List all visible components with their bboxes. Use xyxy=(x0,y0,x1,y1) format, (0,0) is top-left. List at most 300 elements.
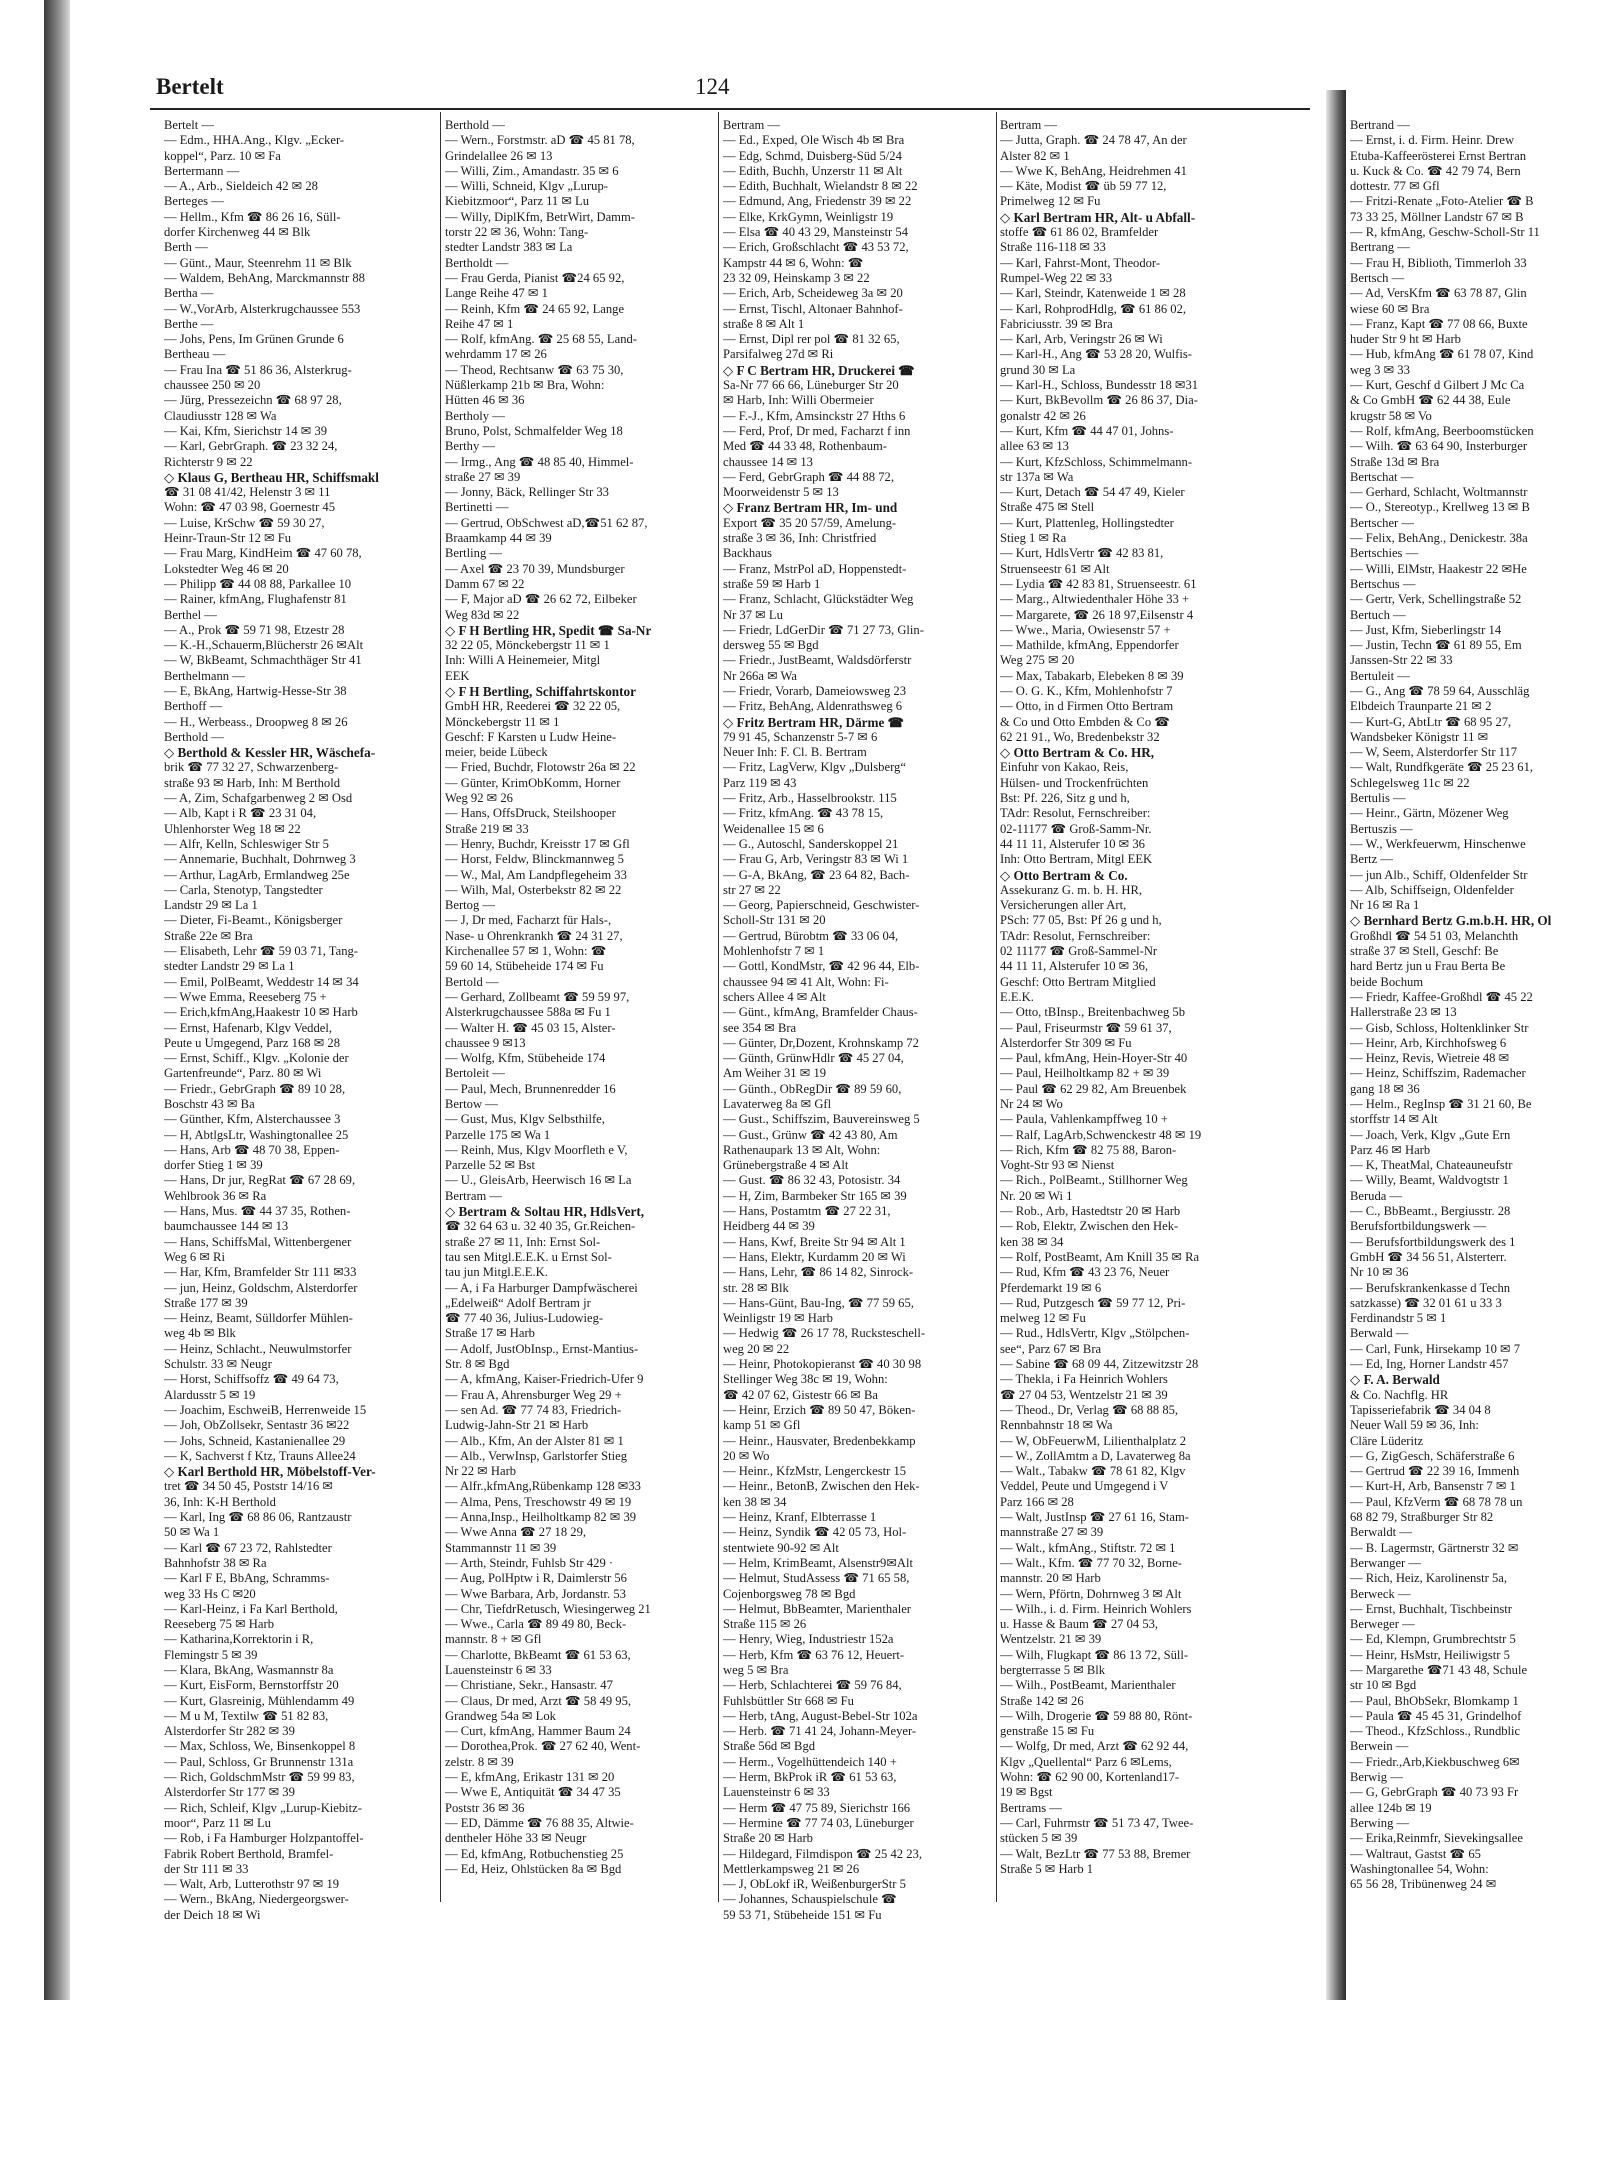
directory-line: 62 21 91., Wo, Bredenbekstr 32 xyxy=(1000,729,1160,744)
directory-line: — A., Arb., Sieldeich 42 ✉ 28 xyxy=(164,179,318,194)
directory-line: — Willi, ElMstr, Haakestr 22 ✉He xyxy=(1350,561,1527,576)
directory-line: — W, BkBeamt, Schmachthäger Str 41 xyxy=(164,653,362,668)
directory-line: wehrdamm 17 ✉ 26 xyxy=(445,347,547,362)
directory-line: — Kurt, KfzSchloss, Schimmelmann- xyxy=(1000,454,1193,469)
directory-line: der Deich 18 ✉ Wi xyxy=(164,1907,261,1922)
directory-line: — Wwe Emma, Reeseberg 75 + xyxy=(164,989,327,1004)
directory-line: see“, Parz 67 ✉ Bra xyxy=(1000,1341,1102,1356)
directory-line: Bertog — xyxy=(445,898,496,913)
directory-line: — Kurt, EisForm, Bernstorffstr 20 xyxy=(164,1678,339,1693)
directory-line: — Franz, Schlacht, Glückstädter Weg xyxy=(723,592,914,607)
directory-line: — Rob, Elektr, Zwischen den Hek- xyxy=(1000,1219,1179,1234)
directory-line: — Wolfg, Dr med, Arzt ☎ 62 92 44, xyxy=(1000,1739,1189,1754)
directory-line: stedter Landstr 383 ✉ La xyxy=(445,240,573,255)
directory-line: — Herm., Vogelhüttendeich 140 + xyxy=(723,1754,897,1769)
directory-line: — Alb, Kapt i R ☎ 23 31 04, xyxy=(164,806,317,821)
directory-line: — Philipp ☎ 44 08 88, Parkallee 10 xyxy=(164,576,352,591)
directory-line: Weidenallee 15 ✉ 6 xyxy=(723,821,824,836)
directory-line: — Rolf, PostBeamt, Am Knill 35 ✉ Ra xyxy=(1000,1249,1200,1264)
directory-line: — Gust. ☎ 86 32 43, Potosistr. 34 xyxy=(723,1173,901,1188)
directory-line: — W., ZollAmtm a D, Lavaterweg 8a xyxy=(1000,1448,1191,1463)
directory-line: — A, i Fa Harburger Dampfwäscherei xyxy=(445,1280,638,1295)
directory-line: — Karl, RohprodHdlg, ☎ 61 86 02, xyxy=(1000,301,1187,316)
directory-line: 32 22 05, Mönckebergstr 11 ✉ 1 xyxy=(445,638,610,653)
directory-line: Ferdinandstr 5 ✉ 1 xyxy=(1350,1311,1447,1326)
directory-line: ☎ 32 64 63 u. 32 40 35, Gr.Reichen- xyxy=(445,1219,636,1234)
directory-line: — Walt., kfmAng., Stiftstr. 72 ✉ 1 xyxy=(1000,1540,1176,1555)
directory-line: — Paula ☎ 45 45 31, Grindelhof xyxy=(1350,1708,1522,1723)
directory-line: — Heinr., Hausvater, Bredenbekkamp xyxy=(723,1433,916,1448)
directory-line: — Klara, BkAng, Wasmannstr 8a xyxy=(164,1662,334,1677)
directory-line: — Gerhard, Zollbeamt ☎ 59 59 97, xyxy=(445,989,630,1004)
directory-line: ☎ 42 07 62, Gistestr 66 ✉ Ba xyxy=(723,1387,878,1402)
directory-line: — Gottl, KondMstr, ☎ 42 96 44, Elb- xyxy=(723,959,920,974)
directory-line: ☎ 77 40 36, Julius-Ludowieg- xyxy=(445,1311,604,1326)
directory-line: Straße 142 ✉ 26 xyxy=(1000,1693,1084,1708)
directory-line: Wentzelstr. 21 ✉ 39 xyxy=(1000,1632,1102,1647)
directory-line: — Kurt, Detach ☎ 54 47 49, Kieler xyxy=(1000,485,1185,500)
directory-line: allee 63 ✉ 13 xyxy=(1000,439,1069,454)
directory-line: — C., BbBeamt., Bergiusstr. 28 xyxy=(1350,1204,1511,1219)
directory-line: — Heinr, Photokopieranst ☎ 40 30 98 xyxy=(723,1357,922,1372)
directory-line: — Jutta, Graph. ☎ 24 78 47, An der xyxy=(1000,133,1187,148)
directory-line: — Alfr, Kelln, Schleswiger Str 5 xyxy=(164,836,329,851)
directory-line: — Wern, Pförtn, Dohrnweg 3 ✉ Alt xyxy=(1000,1586,1182,1601)
directory-line: Bertram — xyxy=(1000,118,1058,132)
directory-line: — Har, Kfm, Bramfelder Str 111 ✉33 xyxy=(164,1265,357,1280)
directory-line: — Herm, BkProk iR ☎ 61 53 63, xyxy=(723,1770,897,1785)
directory-line: Med ☎ 44 33 48, Rothenbaum- xyxy=(723,439,887,454)
directory-line: — Paul, Friseurmstr ☎ 59 61 37, xyxy=(1000,1020,1172,1035)
directory-line: — Rich, GoldschmMstr ☎ 59 99 83, xyxy=(164,1770,355,1785)
directory-line: — Carla, Stenotyp, Tangstedter xyxy=(164,882,323,897)
directory-line: Bertrams — xyxy=(1000,1800,1062,1815)
directory-line: — Paul, Mech, Brunnenredder 16 xyxy=(445,1081,616,1096)
directory-line: — Theod., KfzSchloss., Rundblic xyxy=(1350,1724,1521,1739)
directory-line: ◇ Klaus G, Bertheau HR, Schiffsmakl xyxy=(164,469,379,485)
directory-line: str 137a ✉ Wa xyxy=(1000,469,1074,484)
directory-line: ken 38 ✉ 34 xyxy=(1000,1234,1064,1249)
directory-line: — Friedr.,Arb,Kiekbuschweg 6✉ xyxy=(1350,1754,1520,1769)
directory-line: Weg 83d ✉ 22 xyxy=(445,607,520,622)
directory-line: — Herm ☎ 47 75 89, Sierichstr 166 xyxy=(723,1800,911,1815)
directory-line: — F.-J., Kfm, Amsinckstr 27 Hths 6 xyxy=(723,408,906,423)
directory-line: Str. 8 ✉ Bgd xyxy=(445,1357,510,1372)
directory-line: — Herb, tAng, August-Bebel-Str 102a xyxy=(723,1708,918,1723)
directory-line: — W, Seem, Alsterdorfer Str 117 xyxy=(1350,745,1518,760)
directory-line: Bertrang — xyxy=(1350,240,1410,255)
directory-line: — Walt, JustInsp ☎ 27 61 16, Stam- xyxy=(1000,1510,1190,1525)
directory-line: Stammannstr 11 ✉ 39 xyxy=(445,1540,557,1555)
directory-column-5-partial xyxy=(1350,118,1600,1892)
directory-line: — Walt, Rundfkgeräte ☎ 25 23 61, xyxy=(1350,760,1534,775)
directory-line: — Paul, BhObSekr, Blomkamp 1 xyxy=(1350,1693,1519,1708)
directory-line: — Just, Kfm, Sieberlingstr 14 xyxy=(1350,622,1502,637)
directory-line: ◇ Otto Bertram & Co. HR, xyxy=(1000,745,1155,761)
directory-line: — Elsa ☎ 40 43 29, Mansteinstr 54 xyxy=(723,225,908,240)
directory-line: — Karl, Ing ☎ 68 86 06, Rantzaustr xyxy=(164,1510,352,1525)
directory-line: u. Kuck & Co. ☎ 42 79 74, Bern xyxy=(1350,163,1521,178)
directory-line: — Theod, Rechtsanw ☎ 63 75 30, xyxy=(445,362,624,377)
directory-line: 36, Inh: K-H Berthold xyxy=(164,1494,276,1509)
directory-line: Wohn: ☎ 62 90 00, Kortenland17- xyxy=(1000,1770,1180,1785)
directory-line: — Otto, in d Firmen Otto Bertram xyxy=(1000,699,1174,714)
directory-line: — Ed, Klempn, Grumbrechtstr 5 xyxy=(1350,1632,1516,1647)
directory-line: Geschf: F Karsten u Ludw Heine- xyxy=(445,729,617,744)
directory-line: moor“, Parz 11 ✉ Lu xyxy=(164,1815,271,1830)
directory-line: — Ed, Ing, Horner Landstr 457 xyxy=(1350,1357,1509,1372)
directory-line: Parsifalweg 27d ✉ Ri xyxy=(723,347,834,362)
directory-line: Boschstr 43 ✉ Ba xyxy=(164,1097,255,1111)
directory-line: — Heinr., KfzMstr, Lengerckestr 15 xyxy=(723,1464,907,1479)
directory-line: — Rolf, kfmAng, Beerboomstücken xyxy=(1350,423,1534,438)
page-number: 124 xyxy=(695,74,730,99)
directory-line: — Heinr., Gärtn, Mözener Weg xyxy=(1350,806,1509,821)
directory-line: Parz 166 ✉ 28 xyxy=(1000,1494,1074,1509)
directory-line: — Heinz, Revis, Wietreie 48 ✉ xyxy=(1350,1051,1510,1066)
directory-line: — Frau Marg, KindHeim ☎ 47 60 78, xyxy=(164,546,362,561)
directory-line: Berwanger — xyxy=(1350,1555,1421,1570)
directory-line: tau jun Mitgl.E.E.K. xyxy=(445,1265,548,1280)
directory-line: melweg 12 ✉ Fu xyxy=(1000,1311,1086,1326)
directory-line: grund 30 ✉ La xyxy=(1000,362,1076,377)
directory-line: schers Allee 4 ✉ Alt xyxy=(723,989,826,1004)
directory-line: beide Bochum xyxy=(1350,974,1424,989)
directory-line: Berthold — xyxy=(164,729,224,744)
directory-line: ◇ Bernhard Bertz G.m.b.H. HR, Ol xyxy=(1350,913,1552,929)
directory-line: — Joh, ObZollsekr, Sentastr 36 ✉22 xyxy=(164,1418,350,1433)
directory-line: Uhlenhorster Weg 18 ✉ 22 xyxy=(164,821,301,836)
directory-line: Weg 92 ✉ 26 xyxy=(445,791,513,806)
page-gutter-shadow xyxy=(1326,90,1346,2000)
directory-line: — K, TheatMal, Chateauneufstr xyxy=(1350,1158,1513,1173)
directory-line: ◇ Fritz Bertram HR, Därme ☎ xyxy=(723,714,905,730)
directory-line: gonalstr 42 ✉ 26 xyxy=(1000,408,1086,423)
directory-line: — Karl, Arb, Veringstr 26 ✉ Wi xyxy=(1000,332,1163,347)
directory-line: — Axel ☎ 23 70 39, Mundsburger xyxy=(445,561,625,576)
directory-line: Stieg 1 ✉ Ra xyxy=(1000,531,1067,546)
directory-line: — Rich, Kfm ☎ 82 75 88, Baron- xyxy=(1000,1142,1177,1157)
directory-line: — Katharina,Korrektorin i R, xyxy=(164,1632,314,1647)
directory-line: — Mathilde, kfmAng, Eppendorfer xyxy=(1000,638,1179,653)
directory-line: — Rich, Heiz, Karolinenstr 5a, xyxy=(1350,1571,1508,1586)
directory-line: Bertram — xyxy=(445,1188,503,1203)
directory-line: 59 60 14, Stübeheide 174 ✉ Fu xyxy=(445,959,604,974)
directory-line: — Lydia ☎ 42 83 81, Struenseestr. 61 xyxy=(1000,576,1197,591)
directory-line: — Marg., Altwiedenthaler Höhe 33 + xyxy=(1000,592,1190,607)
directory-line: — Henry, Buchdr, Kreisstr 17 ✉ Gfl xyxy=(445,836,630,851)
directory-line: — J, Dr med, Facharzt für Hals-, xyxy=(445,913,612,928)
directory-line: — Wilh, Drogerie ☎ 59 88 80, Rönt- xyxy=(1000,1708,1193,1723)
directory-line: 59 53 71, Stübeheide 151 ✉ Fu xyxy=(723,1907,882,1922)
directory-line: — Gertrud ☎ 22 39 16, Immenh xyxy=(1350,1464,1520,1479)
directory-line: ◇ Karl Berthold HR, Möbelstoff-Ver- xyxy=(164,1464,376,1480)
directory-line: Berthoff — xyxy=(164,699,223,714)
directory-line: — Ernst, i. d. Firm. Heinr. Drew xyxy=(1350,133,1515,148)
directory-line: — Erich,kfmAng,Haakestr 10 ✉ Harb xyxy=(164,1005,358,1020)
directory-line: Sa-Nr 77 66 66, Lüneburger Str 20 xyxy=(723,378,899,393)
directory-line: — Karl F E, BbAng, Schramms- xyxy=(164,1571,330,1586)
directory-line: — Alfr.,kfmAng,Rübenkamp 128 ✉33 xyxy=(445,1479,641,1494)
directory-line: — Hedwig ☎ 26 17 78, Rucksteschell- xyxy=(723,1326,926,1341)
directory-line: — Wwe Barbara, Arb, Jordanstr. 53 xyxy=(445,1586,626,1601)
directory-line: straße 59 ✉ Harb 1 xyxy=(723,576,821,591)
directory-line: Inh: Otto Bertram, Mitgl EEK xyxy=(1000,852,1153,867)
directory-line: — Kurt-G, AbtLtr ☎ 68 95 27, xyxy=(1350,714,1512,729)
directory-line: straße 27 ✉ 11, Inh: Ernst Sol- xyxy=(445,1234,601,1249)
directory-line: chaussee 250 ✉ 20 xyxy=(164,378,261,393)
directory-line: — Rob, i Fa Hamburger Holzpantoffel- xyxy=(164,1831,364,1846)
directory-line: wiese 60 ✉ Bra xyxy=(1350,301,1430,316)
directory-line: stoffe ☎ 61 86 02, Bramfelder xyxy=(1000,225,1159,240)
directory-line: 73 33 25, Möllner Landstr 67 ✉ B xyxy=(1350,209,1524,224)
directory-line: — Rud., HdlsVertr, Klgv „Stölpchen- xyxy=(1000,1326,1190,1341)
directory-line: EEK xyxy=(445,668,470,683)
directory-line: — Curt, kfmAng, Hammer Baum 24 xyxy=(445,1724,631,1739)
directory-line: — Frau H, Biblioth, Timmerloh 33 xyxy=(1350,255,1527,270)
directory-line: „Edelweiß“ Adolf Bertram jr xyxy=(445,1295,591,1310)
directory-line: — Hermine ☎ 77 74 03, Lüneburger xyxy=(723,1815,914,1830)
directory-line: Mönckebergstr 11 ✉ 1 xyxy=(445,714,560,729)
directory-line: — Felix, BehAng., Denickestr. 38a xyxy=(1350,531,1528,546)
directory-line: Straße 20 ✉ Harb xyxy=(723,1831,813,1846)
directory-line: — Friedr, Kaffee-Großhdl ☎ 45 22 xyxy=(1350,989,1533,1004)
directory-line: straße 3 ✉ 36, Inh: Christfried xyxy=(723,531,877,546)
directory-line: Bst: Pf. 226, Sitz g und h, xyxy=(1000,791,1130,806)
directory-line: Weg 275 ✉ 20 xyxy=(1000,653,1075,668)
directory-line: genstraße 15 ✉ Fu xyxy=(1000,1724,1095,1739)
directory-line: Bertold — xyxy=(445,974,499,989)
directory-line: Lauensteinstr 6 ✉ 33 xyxy=(723,1785,830,1800)
directory-line: Moorweidenstr 5 ✉ 13 xyxy=(723,485,839,500)
directory-line: Straße 5 ✉ Harb 1 xyxy=(1000,1861,1094,1876)
directory-line: 23 32 09, Heinskamp 3 ✉ 22 xyxy=(723,270,870,285)
directory-line: Nr 10 ✉ 36 xyxy=(1350,1265,1409,1280)
directory-line: — Ernst, Tischl, Altonaer Bahnhof- xyxy=(723,301,903,316)
directory-line: — Wilh., i. d. Firm. Heinrich Wohlers xyxy=(1000,1601,1192,1616)
directory-line: — Edm., HHA.Ang., Klgv. „Ecker- xyxy=(164,133,345,148)
directory-line: — G-A, BkAng, ☎ 23 64 82, Bach- xyxy=(723,867,910,882)
directory-line: Braamkamp 44 ✉ 39 xyxy=(445,531,552,546)
directory-line: Straße 219 ✉ 33 xyxy=(445,821,529,836)
directory-line: Lokstedter Weg 46 ✉ 20 xyxy=(164,561,289,576)
directory-line: Lavaterweg 8a ✉ Gfl xyxy=(723,1097,832,1111)
directory-line: — Rainer, kfmAng, Flughafenstr 81 xyxy=(164,592,347,607)
directory-line: — F, Major aD ☎ 26 62 72, Eilbeker xyxy=(445,592,637,607)
directory-line: Backhaus xyxy=(723,546,772,561)
directory-line: — Hans, SchiffsMal, Wittenbergener xyxy=(164,1234,352,1249)
directory-line: — Wwe E, Antiquität ☎ 34 47 35 xyxy=(445,1785,621,1800)
directory-line: tau sen Mitgl.E.E.K. u Ernst Sol- xyxy=(445,1249,612,1264)
directory-line: — Helmut, BbBeamter, Marienthaler xyxy=(723,1601,911,1616)
directory-line: TAdr: Resolut, Fernschreiber: xyxy=(1000,928,1151,943)
directory-line: — Reinh, Kfm ☎ 24 65 92, Lange xyxy=(445,301,625,316)
directory-line: — Willi, Schneid, Klgv „Lurup- xyxy=(445,179,608,194)
directory-line: 19 ✉ Bgst xyxy=(1000,1785,1053,1800)
directory-line: — Wern., Forstmstr. aD ☎ 45 81 78, xyxy=(445,133,635,148)
directory-line: — Berufskrankenkasse d Techn xyxy=(1350,1280,1511,1295)
directory-line: Berthelmann — xyxy=(164,668,245,683)
directory-line: Bertha — xyxy=(164,286,214,301)
directory-line: Straße 17 ✉ Harb xyxy=(445,1326,535,1341)
directory-line: Veddel, Peute und Umgegend i V xyxy=(1000,1479,1169,1494)
directory-line: — Fried, Buchdr, Flotowstr 26a ✉ 22 xyxy=(445,760,636,775)
directory-line: ◇ Berthold & Kessler HR, Wäschefa- xyxy=(164,745,376,761)
directory-line: — Willy, Beamt, Waldvogtstr 1 xyxy=(1350,1173,1509,1188)
directory-line: Heidberg 44 ✉ 39 xyxy=(723,1219,815,1234)
directory-line: Bahnhofstr 38 ✉ Ra xyxy=(164,1555,267,1570)
directory-line: — Helm., RegInsp ☎ 31 21 60, Be xyxy=(1350,1097,1532,1111)
directory-line: Neuer Inh: F. Cl. B. Bertram xyxy=(723,745,867,760)
directory-line: Hülsen- und Trockenfrüchten xyxy=(1000,775,1149,790)
directory-line: Reeseberg 75 ✉ Harb xyxy=(164,1617,274,1632)
directory-line: Nr 22 ✉ Harb xyxy=(445,1464,517,1479)
directory-line: — Sabine ☎ 68 09 44, Zitzewitzstr 28 xyxy=(1000,1357,1199,1372)
directory-line: — K, Sachverst f Ktz, Trauns Allee24 xyxy=(164,1448,356,1463)
directory-line: Bertelt — xyxy=(164,118,215,132)
directory-line: Wohn: ☎ 47 03 98, Goernestr 45 xyxy=(164,500,336,515)
directory-line: huder Str 9 ht ✉ Harb xyxy=(1350,332,1461,347)
directory-line: — A, Zim, Schafgarbenweg 2 ✉ Osd xyxy=(164,791,353,806)
directory-line: Alsterkrugchaussee 588a ✉ Fu 1 xyxy=(445,1005,611,1020)
directory-line: & Co und Otto Embden & Co ☎ xyxy=(1000,714,1170,729)
directory-line: Pferdemarkt 19 ✉ 6 xyxy=(1000,1280,1102,1295)
directory-line: Berwein — xyxy=(1350,1739,1409,1754)
directory-line: Nüßlerkamp 21b ✉ Bra, Wohn: xyxy=(445,378,605,393)
directory-line: Hütten 46 ✉ 36 xyxy=(445,393,525,408)
directory-line: Parzelle 52 ✉ Bst xyxy=(445,1158,535,1173)
directory-line: — Chr, TiefdrRetusch, Wiesingerweg 21 xyxy=(445,1601,651,1616)
directory-line: — G., Ang ☎ 78 59 64, Ausschläg xyxy=(1350,683,1530,698)
directory-line: — Herb, Schlachterei ☎ 59 76 84, xyxy=(723,1678,902,1693)
directory-line: — Ernst, Buchhalt, Tischbeinstr xyxy=(1350,1601,1512,1616)
directory-line: — Reinh, Mus, Klgv Moorfleth e V, xyxy=(445,1142,628,1157)
directory-line: — Anna,Insp., Heilholtkamp 82 ✉ 39 xyxy=(445,1510,637,1525)
directory-line: — Fritz, Arb., Hasselbrookstr. 115 xyxy=(723,791,897,806)
directory-line: Grindelallee 26 ✉ 13 xyxy=(445,148,553,163)
scan-shadow-left xyxy=(44,0,70,2000)
directory-line: — Gertr, Verk, Schellingstraße 52 xyxy=(1350,592,1522,607)
column-divider xyxy=(440,112,441,1902)
directory-line: — Ernst, Hafenarb, Klgv Veddel, xyxy=(164,1020,332,1035)
directory-line: — Heinr., BetonB, Zwischen den Hek- xyxy=(723,1479,920,1494)
directory-line: — Berufsfortbildungswerk des 1 xyxy=(1350,1234,1516,1249)
directory-line: ◇ Karl Bertram HR, Alt- u Abfall- xyxy=(1000,209,1196,225)
directory-line: Weg 6 ✉ Ri xyxy=(164,1249,225,1264)
directory-line: 79 91 45, Schanzenstr 5-7 ✉ 6 xyxy=(723,729,878,744)
directory-line: — Fritzi-Renate „Foto-Atelier ☎ B xyxy=(1350,194,1534,209)
directory-line: — Günter, Dr,Dozent, Krohnskamp 72 xyxy=(723,1035,919,1050)
directory-line: E.E.K. xyxy=(1000,989,1034,1004)
directory-line: ◇ F C Bertram HR, Druckerei ☎ xyxy=(723,362,915,378)
directory-line: tret ☎ 34 50 45, Poststr 14/16 ✉ xyxy=(164,1479,333,1494)
directory-line: Nr 24 ✉ Wo xyxy=(1000,1097,1063,1111)
directory-line: Janssen-Str 22 ✉ 33 xyxy=(1350,653,1453,668)
directory-line: Berteges — xyxy=(164,194,224,209)
directory-line: baumchaussee 144 ✉ 13 xyxy=(164,1219,289,1234)
directory-line: Fabriciusstr. 39 ✉ Bra xyxy=(1000,316,1113,331)
directory-line: Straße 56d ✉ Bgd xyxy=(723,1739,816,1754)
directory-line: Berth — xyxy=(164,240,208,255)
directory-column-3 xyxy=(723,118,993,1923)
directory-line: — Margarete, ☎ 26 18 97,Eilsenstr 4 xyxy=(1000,607,1194,622)
directory-line: Alsterdorfer Str 177 ✉ 39 xyxy=(164,1785,295,1800)
directory-line: chaussee 9 ✉13 xyxy=(445,1035,526,1050)
directory-line: — Fritz, BehAng, Aldenrathsweg 6 xyxy=(723,699,903,714)
directory-line: — Heinr, Erzich ☎ 89 50 47, Böken- xyxy=(723,1402,916,1417)
directory-line: kamp 51 ✉ Gfl xyxy=(723,1418,801,1433)
directory-line: — Edg, Schmd, Duisberg-Süd 5/24 xyxy=(723,148,902,163)
directory-line: — Thekla, i Fa Heinrich Wohlers xyxy=(1000,1372,1168,1387)
directory-line: satzkasse) ☎ 32 01 61 u 33 3 xyxy=(1350,1295,1502,1310)
directory-line: Landstr 29 ✉ La 1 xyxy=(164,898,258,913)
directory-line: — Horst, Feldw, Blinckmannweg 5 xyxy=(445,852,624,867)
directory-line: — Hans, Kwf, Breite Str 94 ✉ Alt 1 xyxy=(723,1234,906,1249)
directory-line: Richterstr 9 ✉ 22 xyxy=(164,454,253,469)
directory-line: — Wern., BkAng, Niedergeorgswer- xyxy=(164,1892,349,1907)
directory-line: — Alb., VerwInsp, Garlstorfer Stieg xyxy=(445,1448,627,1463)
directory-line: — Erika,Reinmfr, Sievekingsallee xyxy=(1350,1831,1523,1846)
directory-line: Einfuhr von Kakao, Reis, xyxy=(1000,760,1129,775)
directory-line: — Heinr, Arb, Kirchhofsweg 6 xyxy=(1350,1035,1507,1050)
directory-line: Schulstr. 33 ✉ Neugr xyxy=(164,1357,272,1372)
directory-line: weg 3 ✉ 33 xyxy=(1350,362,1410,377)
directory-line: Straße 116-118 ✉ 33 xyxy=(1000,240,1106,255)
directory-line: — Günther, Kfm, Alsterchaussee 3 xyxy=(164,1112,341,1127)
directory-line: Elbdeich Traunparte 21 ✉ 2 xyxy=(1350,699,1492,714)
directory-line: — Wolfg, Kfm, Stübeheide 174 xyxy=(445,1051,606,1066)
directory-line: — H, AbtlgsLtr, Washingtonallee 25 xyxy=(164,1127,349,1142)
directory-line: — Edith, Buchhalt, Wielandstr 8 ✉ 22 xyxy=(723,179,918,194)
directory-line: — Heinz, Beamt, Sülldorfer Mühlen- xyxy=(164,1311,353,1326)
directory-line: — Joachim, EschweiB, Herrenweide 15 xyxy=(164,1402,367,1417)
directory-line: dersweg 55 ✉ Bgd xyxy=(723,638,819,653)
directory-line: Bertinetti — xyxy=(445,500,509,515)
directory-line: — Theod., Dr, Verlag ☎ 68 88 85, xyxy=(1000,1402,1179,1417)
directory-line: ◇ F H Bertling HR, Spedit ☎ Sa-Nr xyxy=(445,622,652,638)
directory-line: Nr 16 ✉ Ra 1 xyxy=(1350,898,1420,913)
directory-line: — Dieter, Fi-Beamt., Königsberger xyxy=(164,913,343,928)
directory-line: Parzelle 175 ✉ Wa 1 xyxy=(445,1127,551,1142)
directory-line: — Friedr., JustBeamt, Waldsdörferstr xyxy=(723,653,912,668)
directory-line: Cojenborgsweg 78 ✉ Bgd xyxy=(723,1586,856,1601)
directory-line: 20 ✉ Wo xyxy=(723,1448,770,1463)
directory-line: Berthold — xyxy=(445,118,505,132)
directory-line: — Günt., kfmAng, Bramfelder Chaus- xyxy=(723,1005,918,1020)
directory-line: chaussee 14 ✉ 13 xyxy=(723,454,813,469)
directory-line: — A, kfmAng, Kaiser-Friedrich-Ufer 9 xyxy=(445,1372,644,1387)
directory-line: ☎ 27 04 53, Wentzelstr 21 ✉ 39 xyxy=(1000,1387,1168,1402)
directory-line: — Paul, kfmAng, Hein-Hoyer-Str 40 xyxy=(1000,1051,1188,1066)
directory-line: — Otto, tBInsp., Breitenbachweg 5b xyxy=(1000,1005,1186,1020)
directory-line: — J, ObLokf iR, WeißenburgerStr 5 xyxy=(723,1877,906,1892)
directory-line: — Max, Schloss, We, Binsenkoppel 8 xyxy=(164,1739,356,1754)
directory-line: — Ed, Heiz, Ohlstücken 8a ✉ Bgd xyxy=(445,1861,622,1876)
directory-column-1 xyxy=(164,118,437,1923)
directory-line: — O. G. K., Kfm, Mohlenhofstr 7 xyxy=(1000,683,1173,698)
running-head: Bertelt xyxy=(156,74,224,99)
directory-line: — Friedr, LdGerDir ☎ 71 27 73, Glin- xyxy=(723,622,924,637)
directory-line: Bertsch — xyxy=(1350,270,1405,285)
directory-line: straße 27 ✉ 39 xyxy=(445,469,521,484)
directory-line: Geschf: Otto Bertram Mitglied xyxy=(1000,974,1156,989)
directory-line: Mohlenhofstr 7 ✉ 1 xyxy=(723,944,825,959)
directory-line: see 354 ✉ Bra xyxy=(723,1020,797,1035)
directory-line: — Wwe., Carla ☎ 89 49 80, Beck- xyxy=(445,1617,627,1632)
directory-line: 02-11177 ☎ Groß-Samm-Nr. xyxy=(1000,821,1152,836)
directory-line: Bertscher — xyxy=(1350,515,1414,530)
directory-line: Nr 37 ✉ Lu xyxy=(723,607,783,622)
